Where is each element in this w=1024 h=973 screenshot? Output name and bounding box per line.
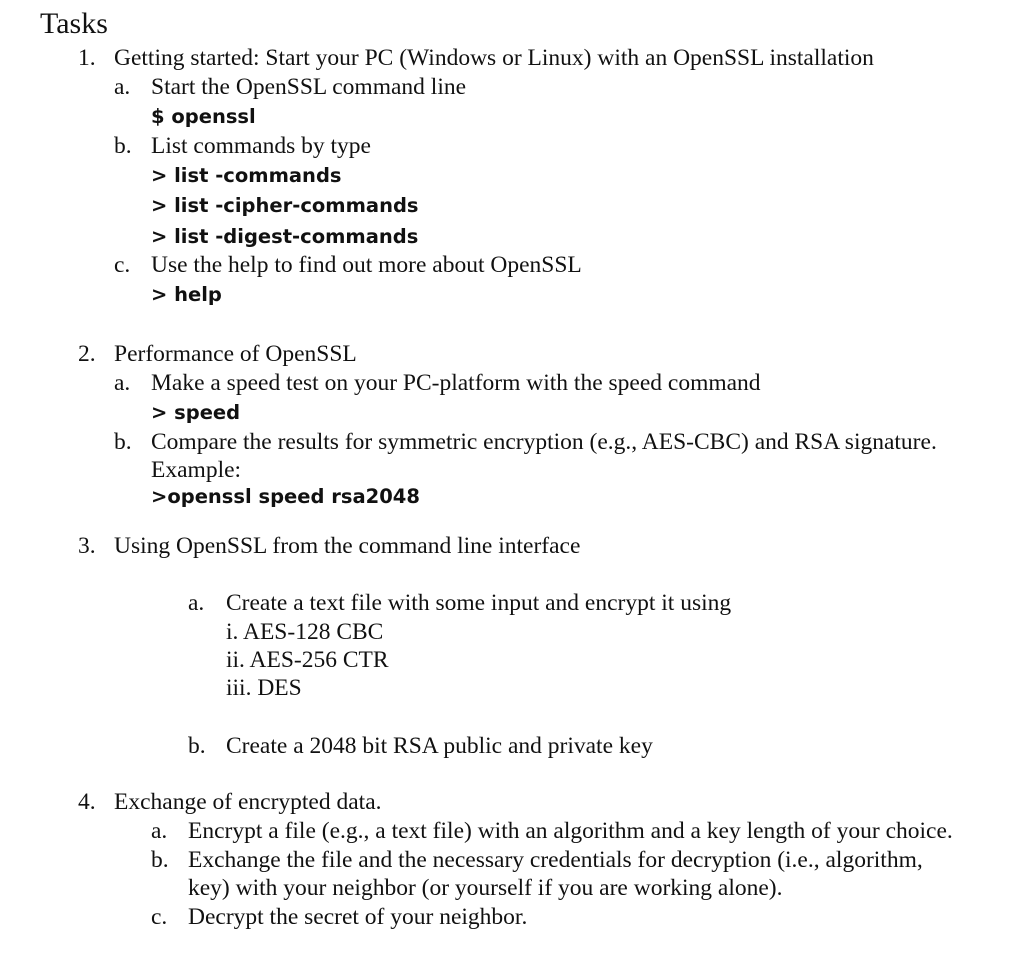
subtask-label: c. — [151, 904, 168, 930]
subtask-text: Make a speed test on your PC-platform with the speed command — [151, 370, 761, 396]
subtask-text: Create a 2048 bit RSA public and private key — [226, 733, 653, 759]
task-heading: Exchange of encrypted data. — [114, 789, 382, 815]
roman-list-item: i. AES-128 CBC — [226, 619, 384, 645]
task-number: 1. — [78, 45, 96, 71]
subtask-label: a. — [114, 370, 131, 396]
subtask-label: b. — [151, 847, 169, 873]
command-line: > list -digest-commands — [151, 225, 419, 248]
task-heading: Performance of OpenSSL — [114, 341, 357, 367]
roman-list-item: iii. DES — [226, 675, 302, 701]
subtask-label: b. — [114, 429, 132, 455]
subtask-label: a. — [151, 818, 168, 844]
task-heading: Getting started: Start your PC (Windows or Linux) with an OpenSSL installation — [114, 45, 874, 71]
subtask-text: Create a text file with some input and encrypt it using — [226, 590, 732, 616]
subtask-label: a. — [188, 590, 205, 616]
subtask-text: Exchange the file and the necessary credentials for decryption (i.e., algorithm, — [188, 847, 923, 873]
subtask-label: c. — [114, 252, 131, 278]
subtask-text: Start the OpenSSL command line — [151, 74, 467, 100]
subtask-label: a. — [114, 74, 131, 100]
command-line: $ openssl — [151, 105, 256, 128]
command-line: > help — [151, 283, 222, 306]
task-number: 4. — [78, 789, 96, 815]
subtask-text-continued: key) with your neighbor (or yourself if you are working alone). — [188, 875, 783, 901]
command-line: > list -commands — [151, 164, 342, 187]
command-line: >openssl speed rsa2048 — [151, 485, 420, 508]
roman-list-item: ii. AES-256 CTR — [226, 647, 389, 673]
subtask-text: Decrypt the secret of your neighbor. — [188, 904, 528, 930]
subtask-text-continued: Example: — [151, 457, 242, 483]
command-line: > list -cipher-commands — [151, 194, 419, 217]
page-title: Tasks — [40, 7, 108, 40]
subtask-label: b. — [114, 133, 132, 159]
subtask-text: List commands by type — [151, 133, 371, 159]
task-number: 2. — [78, 341, 96, 367]
subtask-label: b. — [188, 733, 206, 759]
subtask-text: Use the help to find out more about OpenSSL — [151, 252, 582, 278]
task-number: 3. — [78, 533, 96, 559]
command-line: > speed — [151, 401, 241, 424]
subtask-text: Encrypt a file (e.g., a text file) with an algorithm and a key length of your choice. — [188, 818, 953, 844]
task-heading: Using OpenSSL from the command line interface — [114, 533, 581, 559]
subtask-text: Compare the results for symmetric encryption (e.g., AES-CBC) and RSA signature. — [151, 429, 937, 455]
